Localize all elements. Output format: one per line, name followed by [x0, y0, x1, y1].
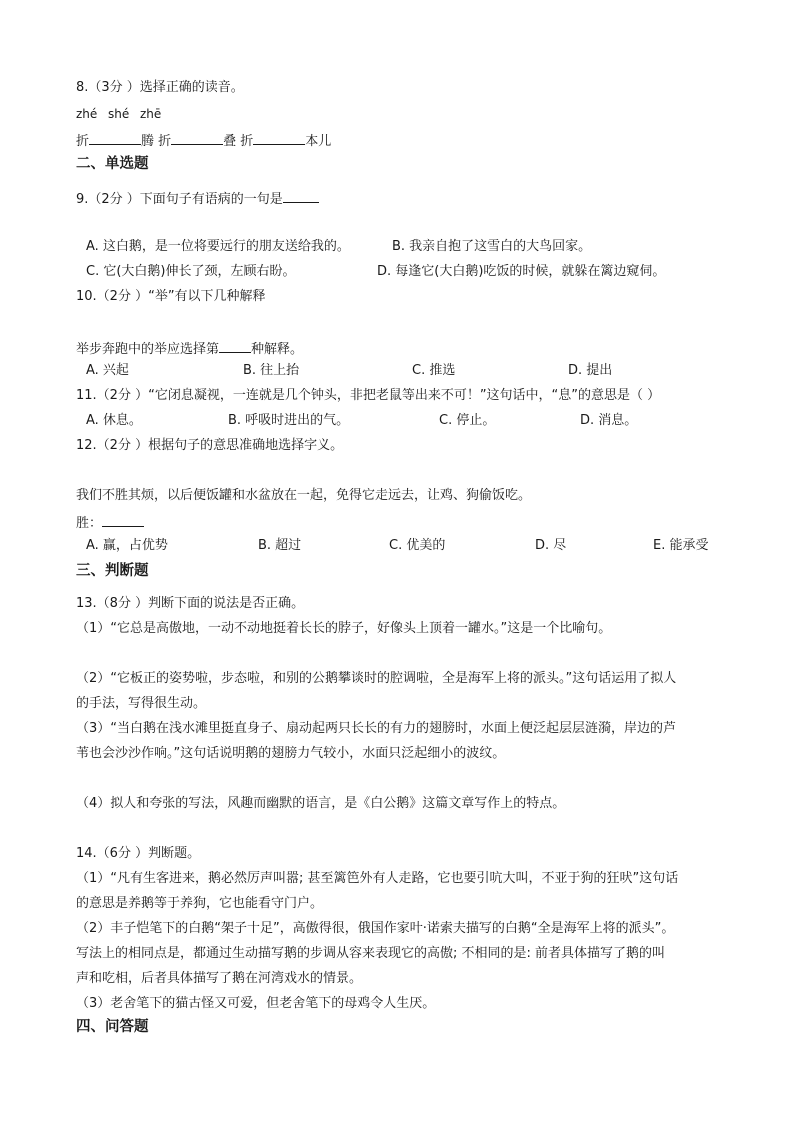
- q14-stem: 14.（6分 ）判断题。: [76, 846, 201, 861]
- q8-part-4: 本儿: [305, 134, 332, 149]
- q12-option-e[interactable]: E. 能承受: [653, 538, 709, 553]
- q12-sentence: 我们不胜其烦，以后便饭罐和水盆放在一起，免得它走远去，让鸡、狗偷饭吃。: [76, 488, 532, 503]
- q8-pinyin-2: shé: [108, 107, 130, 121]
- q12-option-d[interactable]: D. 尽: [535, 538, 567, 553]
- q12-answer-line: [76, 512, 144, 533]
- q10-option-a[interactable]: A. 兴起: [86, 363, 129, 378]
- q9-option-a[interactable]: A. 这白鹅，是一位将要远行的朋友送给我的。: [86, 239, 350, 254]
- q14-item-3: （3）老舍笔下的猫古怪又可爱，但老舍笔下的母鸡令人生厌。: [76, 996, 436, 1011]
- q10-blank[interactable]: [219, 338, 251, 353]
- q12-option-b[interactable]: B. 超过: [258, 538, 302, 553]
- q10-option-d[interactable]: D. 提出: [568, 363, 613, 378]
- q8-pinyin-3: zhē: [140, 107, 162, 121]
- q14-item-1-line-1: （1）“凡有生客进来，鹅必然厉声叫嚣; 甚至篱笆外有人走路，它也要引吭大叫，不亚于狗的狂吠”这句话: [76, 871, 679, 886]
- q8-stem: 8.（3分 ）选择正确的读音。: [76, 80, 244, 95]
- q10-text-b: 种解释。: [251, 342, 304, 357]
- q14-item-2-line-3: 声和吃相，后者具体描写了鹅在河湾戏水的情景。: [76, 971, 363, 986]
- section-heading-true-false: 三、判断题: [76, 563, 149, 579]
- q13-item-3-line-1: （3）“当白鹅在浅水滩里挺直身子、扇动起两只长长的有力的翅膀时，水面上便泛起层层涟漪，岸边的芦: [76, 721, 677, 736]
- q14-item-1-line-2: 的意思是养鹅等于养狗，它也能看守门户。: [76, 896, 324, 911]
- q8-part-2: 腾 折: [141, 134, 172, 149]
- q10-stem: 10.（2分 ）“举”有以下几种解释: [76, 289, 266, 304]
- q10-line-2: [76, 338, 303, 359]
- q9-option-b[interactable]: B. 我亲自抱了这雪白的大鸟回家。: [392, 239, 592, 254]
- q11-option-d[interactable]: D. 消息。: [580, 413, 638, 428]
- section-heading-single-choice: 二、单选题: [76, 156, 149, 172]
- q10-option-c[interactable]: C. 推选: [412, 363, 456, 378]
- q12-stem: 12.（2分 ）根据句子的意思准确地选择字义。: [76, 438, 344, 453]
- q8-part-3: 叠 折: [223, 134, 254, 149]
- q13-item-2-line-1: （2）“它板正的姿势啦，步态啦，和别的公鹅攀谈时的腔调啦，全是海军上将的派头。”这句话运用了拟人: [76, 671, 677, 686]
- q8-blank-3[interactable]: [253, 130, 305, 145]
- q13-stem: 13.（8分 ）判断下面的说法是否正确。: [76, 596, 305, 611]
- q11-stem: 11.（2分 ）“它闭息凝视，一连就是几个钟头，非把老鼠等出来不可！”这句话中，“息”的意思是（ ）: [76, 388, 661, 403]
- q13-item-4: （4）拟人和夸张的写法，风趣而幽默的语言，是《白公鹅》这篇文章写作上的特点。: [76, 796, 566, 811]
- section-heading-short-answer: 四、问答题: [76, 1019, 149, 1035]
- q9-stem-line: [76, 188, 319, 209]
- q9-option-d[interactable]: D. 每逢它(大白鹅)吃饭的时候，就躲在篱边窥伺。: [377, 264, 666, 279]
- q13-item-3-line-2: 苇也会沙沙作响。”这句话说明鹅的翅膀力气较小，水面只泛起细小的波纹。: [76, 746, 506, 761]
- q11-option-c[interactable]: C. 停止。: [439, 413, 496, 428]
- q12-option-a[interactable]: A. 赢，占优势: [86, 538, 168, 553]
- q13-item-1: （1）“它总是高傲地，一动不动地挺着长长的脖子，好像头上顶着一罐水。”这是一个比喻句。: [76, 621, 612, 636]
- q8-blank-1[interactable]: [89, 130, 141, 145]
- q10-option-b[interactable]: B. 往上抬: [243, 363, 300, 378]
- q8-part-1: 折: [76, 134, 90, 149]
- q12-label: 胜：: [76, 516, 103, 531]
- q11-option-b[interactable]: B. 呼吸时进出的气。: [228, 413, 350, 428]
- q9-stem: 9.（2分 ）下面句子有语病的一句是: [76, 192, 283, 207]
- q12-option-c[interactable]: C. 优美的: [389, 538, 446, 553]
- q8-blank-2[interactable]: [171, 130, 223, 145]
- q8-fill-line: [76, 130, 331, 151]
- q11-option-a[interactable]: A. 休息。: [86, 413, 142, 428]
- q13-item-2-line-2: 的手法，写得很生动。: [76, 696, 207, 711]
- q10-text-a: 举步奔跑中的举应选择第: [76, 342, 220, 357]
- q9-option-c[interactable]: C. 它(大白鹅)伸长了颈，左顾右盼。: [86, 264, 296, 279]
- q14-item-2-line-2: 写法上的相同点是，都通过生动描写鹅的步调从容来表现它的高傲; 不相同的是: 前者具体描写了鹅的叫: [76, 946, 666, 961]
- q14-item-2-line-1: （2）丰子恺笔下的白鹅“架子十足”，高傲得很，俄国作家叶·诺索夫描写的白鹅“全是海军上将的派头”。: [76, 921, 675, 936]
- q8-pinyin-1: zhé: [76, 107, 98, 121]
- q9-blank[interactable]: [283, 188, 319, 203]
- q12-blank[interactable]: [102, 512, 144, 527]
